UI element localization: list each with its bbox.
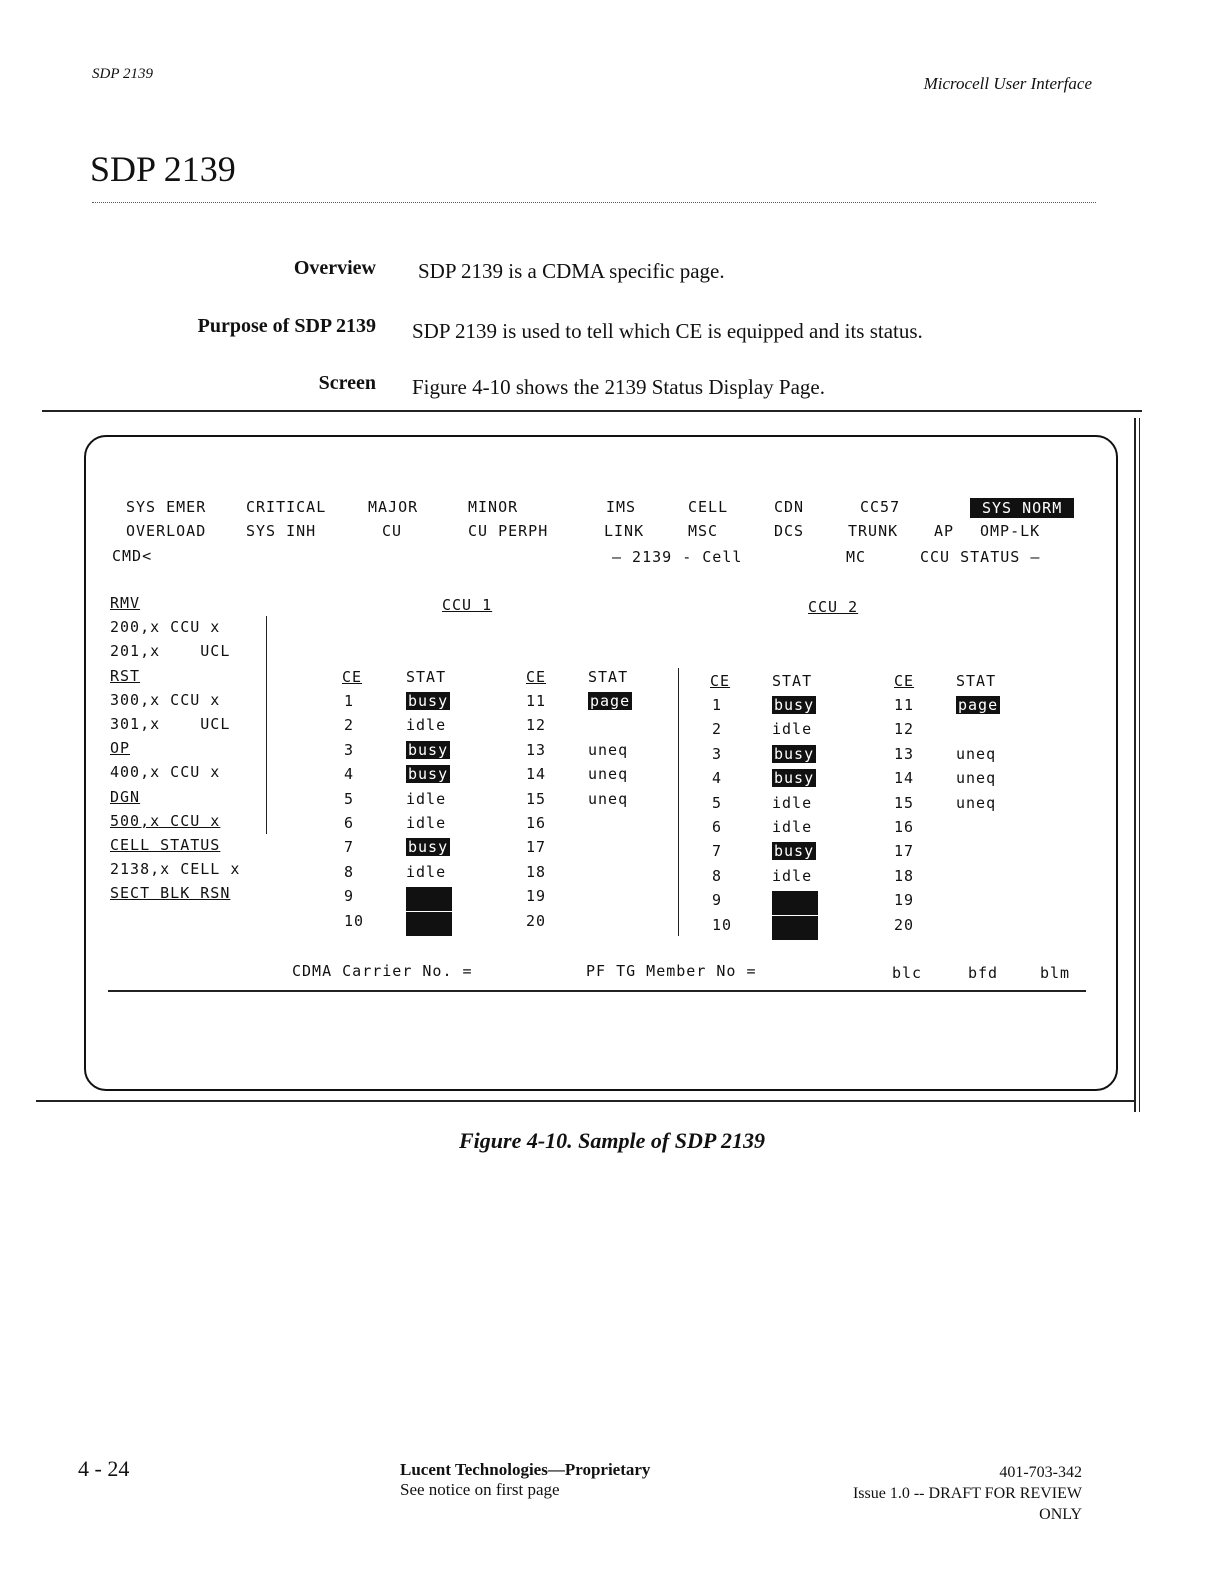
ccu1-ce-number: 13 (526, 740, 547, 759)
ccu1-ce-status: uneq (588, 740, 629, 759)
ccu1-col-ce: CE (342, 668, 363, 686)
footer-docnum: 401-703-342 (999, 1464, 1082, 1481)
footer-issue: Issue 1.0 -- DRAFT FOR REVIEW (852, 1485, 1082, 1502)
menu-item[interactable]: RMV (110, 594, 141, 612)
ccu2-ce-status: page (958, 696, 999, 714)
ccu1-ce-number: 7 (344, 838, 355, 857)
ccu1-ce-number: 2 (344, 716, 355, 735)
alarm-ims: IMS (606, 498, 637, 516)
menu-item[interactable]: SECT BLK RSN (110, 884, 231, 903)
alarm-sys-inh: SYS INH (246, 522, 317, 540)
menu-item[interactable]: 201,x UCL (110, 642, 231, 661)
bfd-label: bfd (968, 964, 999, 982)
menu-item[interactable]: 200,x CCU x (110, 618, 221, 637)
ccu2-ce-number: 1 (712, 696, 723, 714)
ccu1-ce-number: 4 (344, 765, 355, 784)
ccu2-ce-number: 19 (894, 891, 915, 910)
section-label-purpose: Purpose of SDP 2139 (197, 315, 376, 337)
ccu1-ce-number: 10 (344, 911, 365, 930)
menu-item[interactable]: 300,x CCU x (110, 690, 221, 709)
page-number: 4 - 24 (78, 1456, 130, 1481)
footer-notice: See notice on first page (400, 1480, 560, 1499)
ccu1-ce-number: 5 (344, 789, 355, 808)
ccu2-ce-number: 8 (712, 866, 723, 885)
ccu1-ce-number: 20 (526, 911, 547, 930)
figure-right-rule-2 (1139, 418, 1140, 1112)
ccu2-ce-number: 12 (894, 720, 915, 739)
pf-tg-member-label: PF TG Member No = (586, 962, 757, 980)
ccu2-ce-status: idle (772, 866, 813, 885)
alarm-msc: MSC (688, 522, 719, 540)
menu-item[interactable]: 2138,x CELL x (110, 860, 241, 879)
ccu1-ce-status (406, 912, 452, 936)
ccu2-ce-number: 2 (712, 720, 723, 739)
alarm-minor: MINOR (468, 498, 519, 516)
ccu1-ce-number: 12 (526, 716, 547, 735)
ccu1-ce-number: 16 (526, 814, 547, 832)
footer-company: Lucent Technologies—Proprietary (400, 1460, 651, 1479)
section-text-purpose: SDP 2139 is used to tell which CE is equipped and its status. (412, 319, 923, 343)
ccu2-ce-number: 10 (712, 915, 733, 934)
screen-bottom-rule (108, 990, 1086, 992)
ccu2-ce-number: 6 (712, 818, 723, 836)
cdma-carrier-label: CDMA Carrier No. = (292, 962, 473, 980)
ccu2-ce-number: 4 (712, 769, 723, 788)
ccu1-ce-status: busy (408, 838, 449, 857)
menu-item[interactable]: 400,x CCU x (110, 763, 221, 782)
ccu2-ce-number: 11 (894, 696, 915, 714)
ccu2-ce-number: 17 (894, 842, 915, 861)
alarm-cu: CU (382, 522, 403, 540)
ccu2-col-ce: CE (710, 672, 731, 690)
ccu1-ce-number: 8 (344, 862, 355, 881)
ccu2-ce-status: busy (774, 769, 815, 788)
ccu1-ce-number: 6 (344, 814, 355, 832)
menu-item[interactable]: 500,x CCU x (110, 811, 221, 830)
ccu1-ce-status: uneq (588, 765, 629, 784)
ccu1-ce-status: idle (406, 789, 447, 808)
ccu2-ce-status (772, 916, 818, 940)
menu-item[interactable]: OP (110, 739, 131, 758)
ccu2-ce-status: uneq (956, 744, 997, 763)
ccu2-ce-number: 9 (712, 891, 723, 910)
ccu1-ce-number: 15 (526, 789, 547, 808)
ccu2-ce-status: busy (774, 696, 815, 714)
alarm-overload: OVERLOAD (126, 522, 207, 540)
screen-page-title-ccu: CCU STATUS – (920, 548, 1041, 566)
footer-center (400, 1460, 650, 1500)
ccu1-ce-status (406, 887, 452, 911)
ccu2-ce-number: 15 (894, 793, 915, 812)
ccu2-ce-number: 3 (712, 744, 723, 763)
ccu2-ce-number: 18 (894, 866, 915, 885)
ccu2-ce-status: busy (774, 744, 815, 763)
ccu2-ce-status: uneq (956, 769, 997, 788)
ccu1-ce-status: busy (408, 740, 449, 759)
ccu1-ce-number: 3 (344, 740, 355, 759)
ccu2-ce-status: idle (772, 720, 813, 739)
ccu1-col-stat: STAT (406, 668, 447, 686)
ccu2-title: CCU 2 (808, 598, 859, 616)
ccu2-col-stat: STAT (956, 672, 997, 690)
ccu1-ce-status: idle (406, 716, 447, 735)
ccu2-ce-number: 5 (712, 793, 723, 812)
section-label-screen: Screen (318, 372, 376, 394)
ccu1-ce-status: page (590, 692, 631, 710)
section-label-overview: Overview (293, 257, 376, 279)
ccu2-ce-number: 7 (712, 842, 723, 861)
alarm-major: MAJOR (368, 498, 419, 516)
ccu1-ce-number: 11 (526, 692, 547, 710)
ccu1-ce-status: busy (408, 765, 449, 784)
ccu2-ce-number: 20 (894, 915, 915, 934)
ccu1-ce-status: busy (408, 692, 449, 710)
screen-page-title-mc: MC (846, 548, 867, 566)
alarm-sys-emer: SYS EMER (126, 498, 207, 516)
alarm-cdn: CDN (774, 498, 805, 516)
figure-caption: Figure 4-10. Sample of SDP 2139 (459, 1128, 765, 1153)
ccu2-ce-status: idle (772, 818, 813, 836)
menu-item[interactable]: DGN (110, 787, 141, 806)
ccu1-ce-number: 19 (526, 887, 547, 906)
terminal-screen (84, 435, 1118, 1091)
section-text-screen: Figure 4-10 shows the 2139 Status Display Page. (412, 375, 825, 399)
page-title: SDP 2139 (90, 149, 236, 189)
alarm-cc57: CC57 (860, 498, 901, 516)
alarm-ap: AP (934, 522, 955, 540)
ccu1-ce-status: idle (406, 814, 447, 832)
figure-right-rule (1134, 418, 1136, 1112)
ccu1-ce-status: idle (406, 862, 447, 881)
alarm-link: LINK (604, 522, 645, 540)
alarm-cell: CELL (688, 498, 729, 516)
menu-item[interactable]: CELL STATUS (110, 836, 221, 854)
ccu1-ce-number: 9 (344, 887, 355, 906)
title-rule (92, 202, 1096, 203)
ccu1-ce-number: 17 (526, 838, 547, 857)
ccu2-col-stat: STAT (772, 672, 813, 690)
ccu2-ce-number: 13 (894, 744, 915, 763)
alarm-omp-lk: OMP-LK (980, 522, 1041, 540)
alarm-trunk: TRUNK (848, 522, 899, 540)
menu-item[interactable]: 301,x UCL (110, 715, 231, 733)
figure-bottom-rule (36, 1100, 1136, 1102)
ccu1-col-ce: CE (526, 668, 547, 686)
ccu2-ce-status: uneq (956, 793, 997, 812)
ccu1-col-stat: STAT (588, 668, 629, 686)
figure-top-rule (42, 410, 1142, 412)
section-text-overview: SDP 2139 is a CDMA specific page. (418, 259, 725, 283)
alarm-dcs: DCS (774, 522, 805, 540)
ccu2-ce-number: 14 (894, 769, 915, 788)
ccu-divider (678, 668, 679, 936)
footer-only: ONLY (1039, 1506, 1082, 1523)
screen-page-title: – 2139 - Cell (612, 548, 743, 566)
running-header-left: SDP 2139 (92, 66, 153, 82)
menu-item[interactable]: RST (110, 666, 141, 685)
footer-right (853, 1462, 1082, 1525)
blc-label: blc (892, 964, 923, 982)
ccu2-ce-status: idle (772, 793, 813, 812)
ccu1-ce-number: 1 (344, 692, 355, 710)
ccu1-ce-number: 18 (526, 862, 547, 881)
ccu2-ce-status: busy (774, 842, 815, 861)
ccu2-ce-status (772, 891, 818, 915)
menu-divider (266, 616, 267, 834)
running-header-right: Microcell User Interface (923, 74, 1092, 93)
ccu1-title: CCU 1 (442, 596, 493, 614)
ccu2-col-ce: CE (894, 672, 915, 690)
alarm-cu-perph: CU PERPH (468, 522, 549, 540)
alarm-sys-norm: SYS NORM (970, 498, 1074, 518)
command-prompt[interactable]: CMD< (112, 547, 153, 565)
ccu2-ce-number: 16 (894, 818, 915, 836)
alarm-critical: CRITICAL (246, 498, 327, 516)
ccu1-ce-number: 14 (526, 765, 547, 784)
blm-label: blm (1040, 964, 1071, 982)
ccu1-ce-status: uneq (588, 789, 629, 808)
